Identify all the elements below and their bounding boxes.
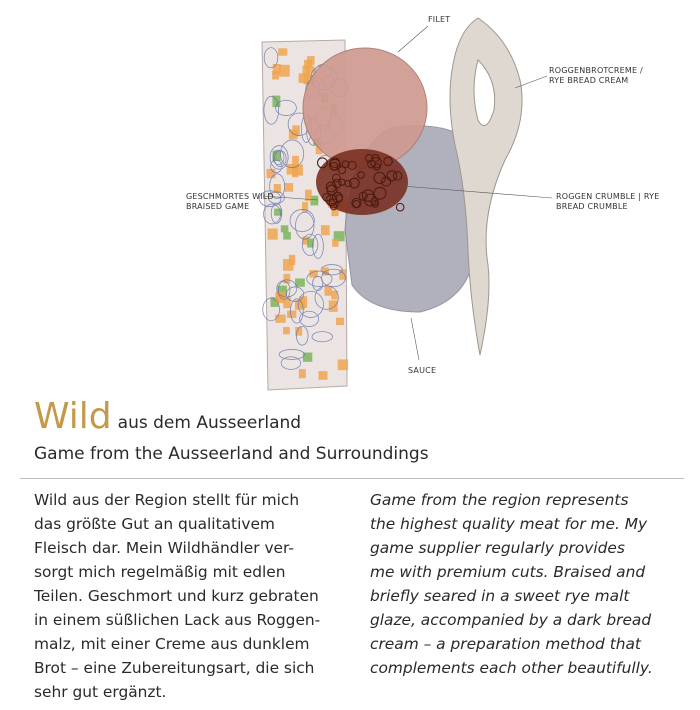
label-rye-crumble-1: ROGGEN CRUMBLE | RYE — [556, 192, 660, 201]
text-line: das größte Gut an qualitativem — [34, 515, 275, 533]
text-line: cream – a preparation method that — [370, 635, 641, 653]
label-sauce: SAUCE — [408, 366, 437, 375]
label-rye-cream-1: ROGGENBROTCREME / — [549, 66, 643, 75]
text-line: game supplier regularly provides — [370, 539, 625, 557]
page-title-suffix: aus dem Ausseerland — [117, 413, 302, 433]
text-line: me with premium cuts. Braised and — [370, 563, 646, 581]
text-line: Wild aus der Region stellt für mich — [34, 491, 300, 509]
rye-crumble-shape — [316, 149, 408, 215]
text-line: Game from the region represents — [370, 491, 629, 509]
text-line: malz, mit einer Creme aus dunklem — [34, 635, 310, 653]
german-text — [34, 488, 354, 704]
label-braised-game-1: GESCHMORTES WILD — [186, 192, 274, 201]
label-braised-game-2: BRAISED GAME — [186, 202, 250, 211]
divider — [20, 478, 684, 479]
text-line: glaze, accompanied by a dark bread — [370, 611, 652, 629]
text-line: in einem süßlichen Lack aus Roggen- — [34, 611, 321, 629]
text-line: sorgt mich regelmäßig mit edlen — [34, 563, 286, 581]
page-subtitle: Game from the Ausseerland and Surroundings — [34, 444, 429, 464]
label-rye-crumble-2: BREAD CRUMBLE — [556, 202, 628, 211]
text-line: complements each other beautifully. — [370, 659, 653, 677]
text-line: Fleisch dar. Mein Wildhändler ver- — [34, 539, 294, 557]
text-line: the highest quality meat for me. My — [370, 515, 648, 533]
text-line: briefly seared in a sweet rye malt — [370, 587, 630, 605]
page-title: Wild — [34, 396, 112, 437]
text-line: sehr gut ergänzt. — [34, 683, 167, 701]
label-filet: FILET — [428, 15, 451, 24]
text-line: Teilen. Geschmort und kurz gebraten — [34, 587, 319, 605]
text-line: Brot – eine Zubereitungsart, die sich — [34, 659, 315, 677]
headline — [34, 396, 301, 437]
english-text — [370, 488, 690, 680]
label-rye-cream-2: RYE BREAD CREAM — [549, 76, 629, 85]
